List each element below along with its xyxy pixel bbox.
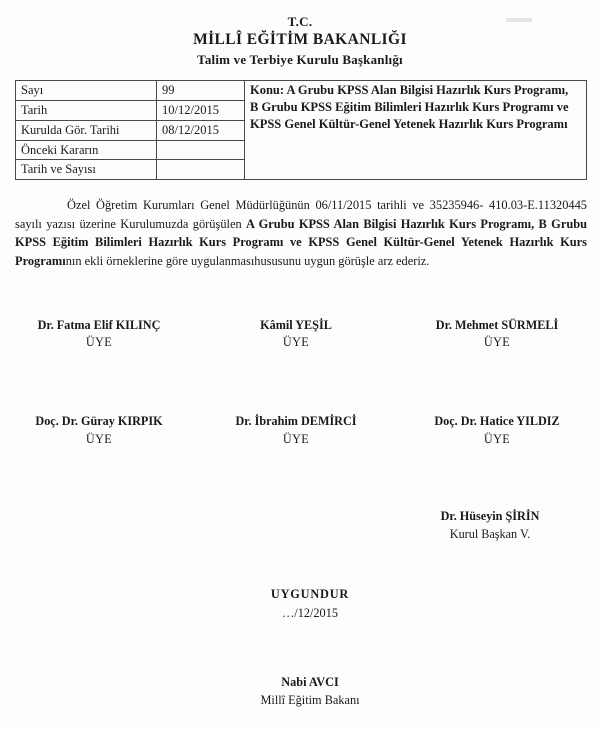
row-value-onceki-kararin — [157, 140, 245, 160]
signature-title: ÜYE — [483, 335, 511, 350]
board-title: Talim ve Terbiye Kurulu Başkanlığı — [197, 52, 403, 68]
approval-word: UYGUNDUR — [270, 587, 350, 602]
subject-cell — [245, 80, 587, 179]
row-value-kurulda-gor-tarihi: 08/12/2015 — [157, 120, 245, 140]
body-paragraph — [15, 196, 587, 270]
signature-fatma-elif-kilinc — [0, 317, 198, 352]
row-label-onceki-kararin: Önceki Kararın — [16, 140, 157, 160]
signature-name: Dr. İbrahim DEMİRCİ — [235, 414, 357, 429]
signature-kamil-yesil — [198, 317, 394, 352]
signature-guray-kirpik — [0, 413, 198, 448]
approval-date: …/12/2015 — [281, 605, 339, 620]
signature-title: ÜYE — [483, 431, 511, 446]
row-label-kurulda-gor-tarihi: Kurulda Gör. Tarihi — [16, 120, 157, 140]
signature-minister — [210, 674, 410, 710]
minister-name: Nabi AVCI — [281, 675, 339, 690]
body-bold-programs: A Grubu KPSS Alan Bilgisi Hazırlık Kurs Programı, B Grubu KPSS Eğitim Bilimleri Hazırlık Kurs Programı ve KPSS Genel Kültür-Genel Yetenek Hazırlık Kurs Programı — [15, 216, 587, 269]
republic-label: T.C. — [287, 14, 313, 29]
subject-line-2: B Grubu KPSS Eğitim Bilimleri Hazırlık Kurs Programı ve — [250, 99, 569, 114]
scan-artifact — [506, 18, 532, 22]
signature-name: Kâmil YEŞİL — [260, 317, 332, 332]
signature-title: ÜYE — [85, 431, 113, 446]
approval-block — [210, 585, 410, 622]
signature-ibrahim-demirci — [198, 413, 394, 448]
document-info-table — [15, 80, 587, 180]
subject-line-3: KPSS Genel Kültür-Genel Yetenek Hazırlık Kurs Programı — [250, 116, 568, 131]
row-value-tarih: 10/12/2015 — [157, 100, 245, 120]
row-label-tarih-ve-sayisi: Tarih ve Sayısı — [16, 160, 157, 180]
signature-title: ÜYE — [282, 431, 310, 446]
row-value-sayi: 99 — [157, 80, 245, 100]
chairman-title: Kurul Başkan V. — [449, 526, 531, 541]
body-part-1: Özel Öğretim Kurumları Genel Müdürlüğünün 06/11/2015 tarihli ve 35235946- 410.03-E.11320445 sayılı yazısı üzerine Kurulumuzda görüşülen — [15, 198, 587, 231]
chairman-name: Dr. Hüseyin ŞİRİN — [440, 509, 540, 524]
signature-name: Doç. Dr. Hatice YILDIZ — [434, 414, 560, 429]
row-label-tarih: Tarih — [16, 100, 157, 120]
signature-title: ÜYE — [282, 335, 310, 350]
minister-title: Millî Eğitim Bakanı — [260, 693, 360, 708]
row-value-tarih-ve-sayisi — [157, 160, 245, 180]
ministry-title: MİLLÎ EĞİTİM BAKANLIĞI — [193, 31, 407, 49]
table-row — [16, 80, 587, 100]
body-part-2: nın ekli örneklerine göre uygulanmasıhususunu uygun görüşle arz ederiz. — [65, 254, 430, 269]
signature-hatice-yildiz — [394, 413, 600, 448]
signature-mehmet-surmeli — [394, 317, 600, 352]
signature-row-1 — [0, 317, 600, 352]
signature-name: Doç. Dr. Güray KIRPIK — [35, 414, 163, 429]
signature-chairman — [387, 508, 593, 543]
document-header — [0, 0, 600, 70]
signature-name: Dr. Mehmet SÜRMELİ — [435, 317, 559, 332]
subject-line-1: Konu: A Grubu KPSS Alan Bilgisi Hazırlık Kurs Programı, — [250, 82, 569, 97]
signature-row-2 — [0, 413, 600, 448]
row-label-sayi: Sayı — [16, 80, 157, 100]
signature-name: Dr. Fatma Elif KILINÇ — [37, 317, 161, 332]
signature-title: ÜYE — [85, 335, 113, 350]
info-table-wrap — [15, 80, 587, 180]
